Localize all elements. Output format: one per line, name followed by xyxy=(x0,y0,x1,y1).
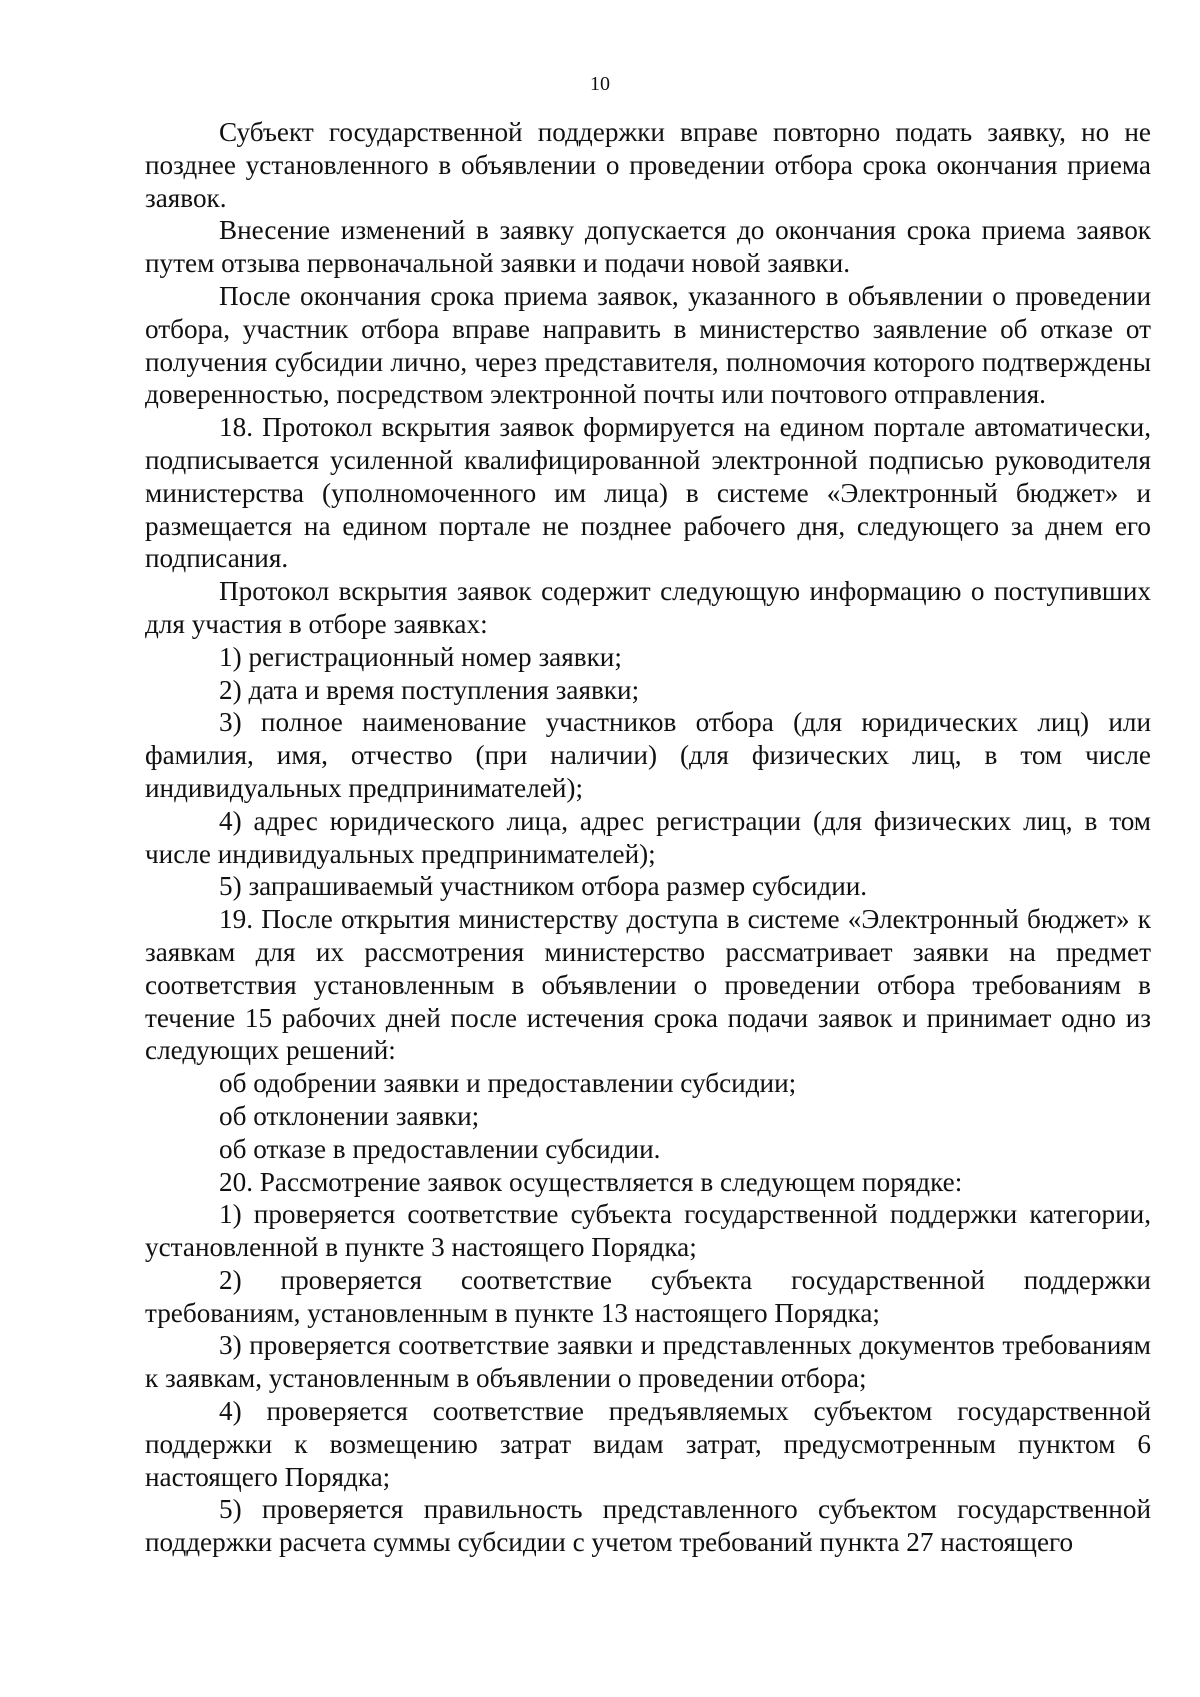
procedure-step-5: 5) проверяется правильность представленного субъектом государственной поддержки расчета суммы субсидии с учетом требований пункта 27 настоящего xyxy=(145,1494,1151,1558)
paragraph-resubmission: Субъект государственной поддержки вправе повторно подать заявку, но не позднее установленного в объявлении о проведении отбора срока окончания приема заявок. xyxy=(145,117,1151,213)
list-item-requested-amount: 5) запрашиваемый участником отбора размер субсидии. xyxy=(219,871,868,902)
paragraph-protocol-contents: Протокол вскрытия заявок содержит следующую информацию о поступивших для участия в отборе заявках: xyxy=(145,576,1151,639)
paragraph-18-protocol: 18. Протокол вскрытия заявок формируется на едином портале автоматически, подписывается усиленной квалифицированной электронной подписью руководителя министерства (уполномоченного им лица) в системе «Электронный бюджет» и размещается на едином портале не позднее рабочего дня, следующего за днем его подписания. xyxy=(145,412,1151,574)
procedure-step-3: 3) проверяется соответствие заявки и представленных документов требованиям к заявкам, установленным в объявлении о проведении отбора; xyxy=(145,1330,1151,1394)
page-number: 10 xyxy=(590,73,610,95)
list-item-registration-number: 1) регистрационный номер заявки; xyxy=(219,641,622,672)
paragraph-19-review: 19. После открытия министерству доступа в системе «Электронный бюджет» к заявкам для их рассмотрения министерство рассматривает заявки на предмет соответствия установленным в объявлении о проведении отбора требованиям в течение 15 рабочих дней после истечения срока подачи заявок и принимает одно из следующих решений: xyxy=(145,904,1151,1066)
paragraph-amendments: Внесение изменений в заявку допускается до окончания срока приема заявок путем отзыва первоначальной заявки и подачи новой заявки. xyxy=(145,215,1151,279)
procedure-step-1: 1) проверяется соответствие субъекта государственной поддержки категории, установленной в пункте 3 настоящего Порядка; xyxy=(145,1199,1151,1263)
list-item-date-time: 2) дата и время поступления заявки; xyxy=(219,674,640,705)
paragraph-refusal-statement: После окончания срока приема заявок, указанного в объявлении о проведении отбора, участник отбора вправе направить в министерство заявление об отказе от получения субсидии лично, через представителя, полномочия которого подтверждены доверенностью, посредством электронной почты или почтового отправления. xyxy=(145,280,1151,410)
paragraph-20-procedure: 20. Рассмотрение заявок осуществляется в следующем порядке: xyxy=(219,1166,963,1197)
document-body xyxy=(145,116,1151,1559)
list-item-address: 4) адрес юридического лица, адрес регистрации (для физических лиц, в том числе индивидуальных предпринимателей); xyxy=(145,805,1151,869)
procedure-step-4: 4) проверяется соответствие предъявляемых субъектом государственной поддержки к возмещению затрат видам затрат, предусмотренным пунктом 6 настоящего Порядка; xyxy=(145,1396,1151,1492)
decision-refuse: об отказе в предоставлении субсидии. xyxy=(219,1133,661,1164)
procedure-step-2: 2) проверяется соответствие субъекта государственной поддержки требованиям, установленным в пункте 13 настоящего Порядка; xyxy=(145,1264,1151,1328)
decision-approve: об одобрении заявки и предоставлении субсидии; xyxy=(219,1068,797,1099)
list-item-full-name: 3) полное наименование участников отбора (для юридических лиц) или фамилия, имя, отчество (при наличии) (для физических лиц, в том числе индивидуальных предпринимателей); xyxy=(145,707,1151,803)
decision-reject: об отклонении заявки; xyxy=(219,1100,480,1131)
